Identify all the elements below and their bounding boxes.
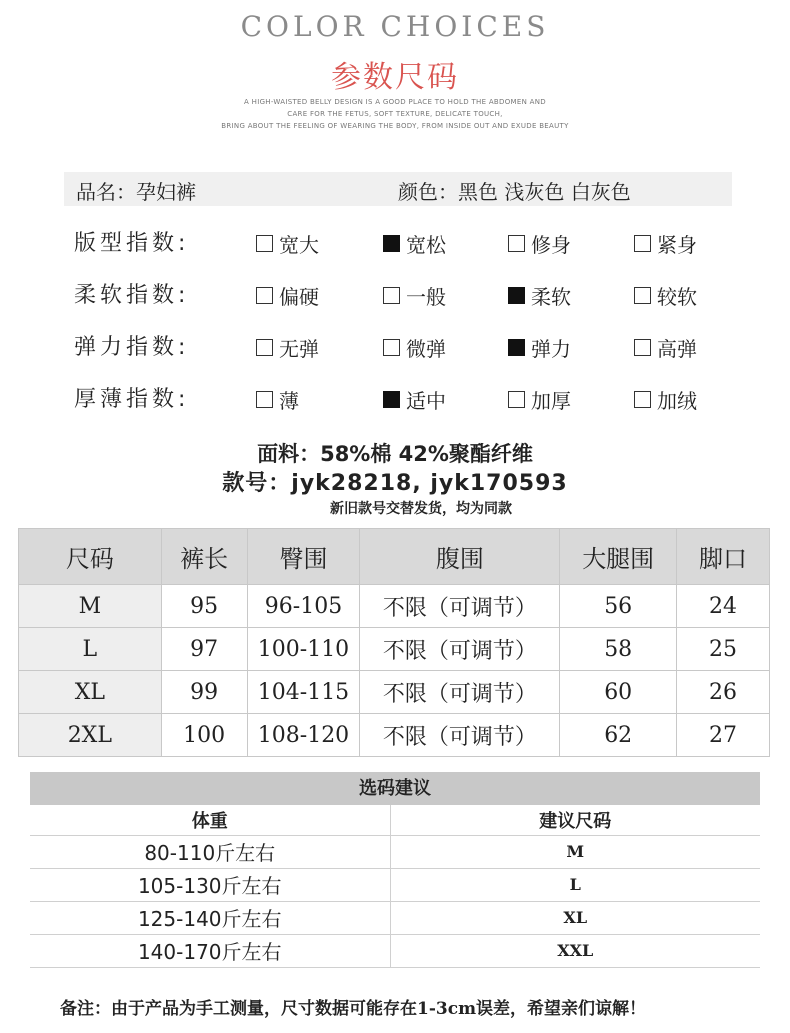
index-option-label: 薄 <box>279 389 299 413</box>
index-option <box>508 385 571 414</box>
index-option-label: 加绒 <box>657 389 697 413</box>
unchecked-box-icon <box>383 339 400 356</box>
index-option <box>634 281 697 310</box>
index-option <box>508 281 571 310</box>
fabric-material: 面料：58%棉 42%聚酯纤维 <box>257 442 533 466</box>
size-header-cell: 腹围 <box>360 529 560 585</box>
index-option <box>256 385 299 414</box>
unchecked-box-icon <box>634 339 651 356</box>
size-table-row <box>19 585 770 628</box>
header-tagline-line: CARE FOR THE FETUS, SOFT TEXTURE, DELICATE TOUCH, <box>287 110 503 118</box>
unchecked-box-icon <box>256 287 273 304</box>
size-cell: 不限（可调节） <box>360 714 560 757</box>
product-name: 品名：孕妇裤 <box>76 180 196 204</box>
index-option <box>383 229 446 258</box>
size-cell: 56 <box>560 585 677 628</box>
index-option <box>508 333 571 362</box>
size-cell: 58 <box>560 628 677 671</box>
weight-cell: 140-170斤左右 <box>30 934 390 967</box>
recommendation-row <box>30 868 760 901</box>
checked-box-icon <box>508 339 525 356</box>
size-cell: L <box>19 628 162 671</box>
size-table-header <box>19 529 770 585</box>
index-option-label: 适中 <box>406 389 446 413</box>
index-option <box>383 385 446 414</box>
size-table-row <box>19 671 770 714</box>
size-header-cell: 裤长 <box>161 529 247 585</box>
recommendation-header-cell: 体重 <box>30 805 390 835</box>
header-title-cn: 参数尺码 <box>331 60 459 95</box>
size-cell: 不限（可调节） <box>360 585 560 628</box>
index-label: 弹力指数: <box>74 335 190 360</box>
unchecked-box-icon <box>634 287 651 304</box>
size-cell: 96-105 <box>247 585 360 628</box>
checked-box-icon <box>383 235 400 252</box>
header-tagline-line: BRING ABOUT THE FEELING OF WEARING THE BODY, FROM INSIDE OUT AND EXUDE BEAUTY <box>221 122 569 130</box>
index-option-label: 微弹 <box>406 337 446 361</box>
weight-cell: 80-110斤左右 <box>30 835 390 868</box>
size-cell: 不限（可调节） <box>360 671 560 714</box>
index-option <box>383 333 446 362</box>
weight-cell: 125-140斤左右 <box>30 901 390 934</box>
unchecked-box-icon <box>256 391 273 408</box>
size-cell: XXL <box>390 934 760 967</box>
size-cell: 97 <box>161 628 247 671</box>
index-option <box>256 281 319 310</box>
style-number: 款号：jyk28218, jyk170593 <box>222 471 568 496</box>
size-cell: 62 <box>560 714 677 757</box>
recommendation-table <box>30 805 760 968</box>
unchecked-box-icon <box>383 287 400 304</box>
index-option-label: 一般 <box>406 285 446 309</box>
size-cell: 99 <box>161 671 247 714</box>
style-number-note: 新旧款号交替发货，均为同款 <box>330 501 512 517</box>
recommendation-row <box>30 901 760 934</box>
index-option <box>383 281 446 310</box>
index-option <box>634 229 697 258</box>
size-cell: 100-110 <box>247 628 360 671</box>
size-cell: L <box>390 868 760 901</box>
recommendation-header-cell: 建议尺码 <box>390 805 760 835</box>
checked-box-icon <box>383 391 400 408</box>
index-option-label: 宽大 <box>279 233 319 257</box>
size-cell: 108-120 <box>247 714 360 757</box>
unchecked-box-icon <box>256 339 273 356</box>
size-cell: 2XL <box>19 714 162 757</box>
size-cell: 60 <box>560 671 677 714</box>
product-info-bar <box>64 172 732 206</box>
size-cell: XL <box>390 901 760 934</box>
unchecked-box-icon <box>508 391 525 408</box>
size-cell: 26 <box>677 671 770 714</box>
index-option-label: 修身 <box>531 233 571 257</box>
size-cell: 100 <box>161 714 247 757</box>
size-cell: 27 <box>677 714 770 757</box>
footer-note: 备注：由于产品为手工测量，尺寸数据可能存在1-3cm误差，希望亲们谅解！ <box>60 999 647 1019</box>
checked-box-icon <box>508 287 525 304</box>
size-cell: M <box>390 835 760 868</box>
index-option-label: 宽松 <box>406 233 446 257</box>
size-cell: 24 <box>677 585 770 628</box>
index-option <box>634 385 697 414</box>
index-option-label: 无弹 <box>279 337 319 361</box>
recommendation-title: 选码建议 <box>30 772 760 805</box>
unchecked-box-icon <box>634 391 651 408</box>
index-option-label: 柔软 <box>531 285 571 309</box>
size-cell: 不限（可调节） <box>360 628 560 671</box>
size-recommendation <box>30 772 760 968</box>
header-tagline-line: A HIGH-WAISTED BELLY DESIGN IS A GOOD PLACE TO HOLD THE ABDOMEN AND <box>244 98 546 106</box>
product-colors: 颜色：黑色 浅灰色 白灰色 <box>398 180 631 204</box>
size-header-cell: 脚口 <box>677 529 770 585</box>
index-option <box>256 333 319 362</box>
weight-cell: 105-130斤左右 <box>30 868 390 901</box>
recommendation-header <box>30 805 760 835</box>
index-option <box>256 229 319 258</box>
index-option <box>508 229 571 258</box>
recommendation-row <box>30 934 760 967</box>
index-option-label: 弹力 <box>531 337 571 361</box>
size-cell: 95 <box>161 585 247 628</box>
index-label: 柔软指数: <box>74 283 190 308</box>
size-header-cell: 尺码 <box>19 529 162 585</box>
size-cell: 25 <box>677 628 770 671</box>
unchecked-box-icon <box>634 235 651 252</box>
size-cell: XL <box>19 671 162 714</box>
index-option-label: 高弹 <box>657 337 697 361</box>
size-header-cell: 臀围 <box>247 529 360 585</box>
size-table <box>18 528 770 757</box>
unchecked-box-icon <box>256 235 273 252</box>
index-option-label: 紧身 <box>657 233 697 257</box>
size-cell: 104-115 <box>247 671 360 714</box>
size-table-row <box>19 714 770 757</box>
index-option <box>634 333 697 362</box>
index-option-label: 较软 <box>657 285 697 309</box>
header-title-en: COLOR CHOICES <box>240 10 550 43</box>
index-label: 版型指数: <box>74 231 190 256</box>
index-option-label: 加厚 <box>531 389 571 413</box>
size-header-cell: 大腿围 <box>560 529 677 585</box>
size-cell: M <box>19 585 162 628</box>
size-table-row <box>19 628 770 671</box>
unchecked-box-icon <box>508 235 525 252</box>
index-option-label: 偏硬 <box>279 285 319 309</box>
recommendation-row <box>30 835 760 868</box>
index-label: 厚薄指数: <box>74 387 190 412</box>
